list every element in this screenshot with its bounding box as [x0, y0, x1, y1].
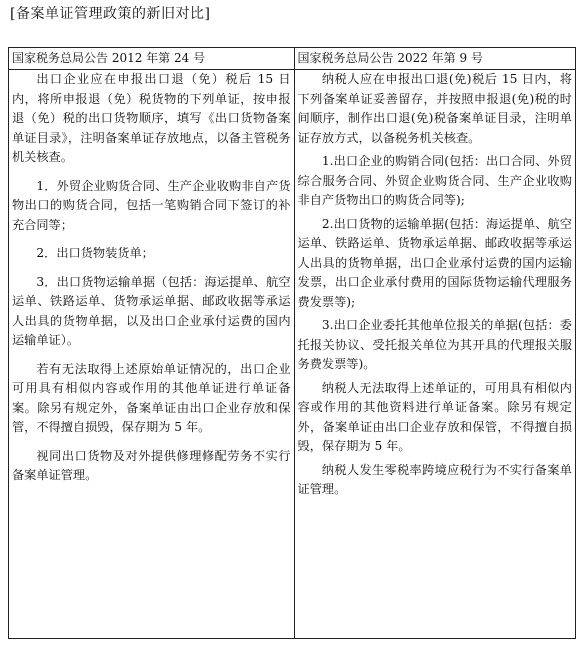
- table-body-row: [9, 70, 576, 639]
- new-substitute-paragraph: 纳税人无法取得上述单证的，可用具有相似内容或作用的其他资料进行单证备案。除另有规定外，备案单证由出口企业存放和保管，不得擅自损毁，保存期为 5 年。: [297, 380, 572, 453]
- header-old-announcement: 国家税务总局公告 2012 年第 24 号: [9, 48, 295, 70]
- new-item-2: 2.出口货物的运输单据(包括：海运提单、航空运单、铁路运单、货物承运单据、邮政收据等承运人出具的货物单据，出口企业承付运费的国内运输发票，出口企业承付费用的国际货物运输代理服务费发票等);: [297, 216, 572, 309]
- old-intro-paragraph: 出口企业应在申报出口退（免）税后 15 日内，将所申报退（免）税货物的下列单证，按申报退（免）税的出口货物顺序，填写《出口货物备案单证目录》，注明备案单证存放地点，以备主管税务机关核查。: [12, 72, 291, 164]
- section-title: [备案单证管理政策的新旧对比]: [10, 6, 211, 22]
- header-new-announcement: 国家税务总局公告 2022 年第 9 号: [294, 48, 575, 70]
- old-item-3: 3．出口货物运输单据（包括：海运提单、航空运单、铁路运单、货物承运单据、邮政收据等承运人出具的货物单据，以及出口企业承付运费的国内运输单证）。: [12, 274, 291, 347]
- old-substitute-paragraph: 若有无法取得上述原始单证情况的，出口企业可用具有相似内容或作用的其他单证进行单证备案。除另有规定外，备案单证由出口企业存放和保管，不得擅自损毁，保存期为 5 年。: [12, 361, 291, 434]
- old-policy-cell: [9, 70, 295, 639]
- new-policy-cell: [294, 70, 575, 639]
- new-item-1: 1.出口企业的购销合同(包括：出口合同、外贸综合服务合同、外贸企业购货合同、生产企业收购非自产货物出口的购货合同等);: [297, 154, 572, 207]
- old-item-2: 2．出口货物装货单；: [36, 246, 154, 260]
- old-item-1: 1．外贸企业购货合同、生产企业收购非自产货物出口的购货合同，包括一笔购销合同下签订的补充合同等；: [12, 178, 291, 232]
- new-item-3: 3.出口企业委托其他单位报关的单据(包括：委托报关协议、受托报关单位为其开具的代理报关服务费发票等)。: [297, 318, 572, 371]
- old-exemption-paragraph: 视同出口货物及对外提供修理修配劳务不实行备案单证管理。: [12, 448, 291, 482]
- new-exemption-paragraph: 纳税人发生零税率跨境应税行为不实行备案单证管理。: [297, 462, 572, 496]
- table-header-row: [9, 48, 576, 70]
- policy-comparison-table: [8, 47, 576, 639]
- new-intro-paragraph: 纳税人应在申报出口退(免)税后 15 日内，将下列备案单证妥善留存，并按照申报退(免)税的时间顺序，制作出口退(免)税备案单证目录，注明单证存放方式，以备税务机关核查。: [297, 72, 572, 145]
